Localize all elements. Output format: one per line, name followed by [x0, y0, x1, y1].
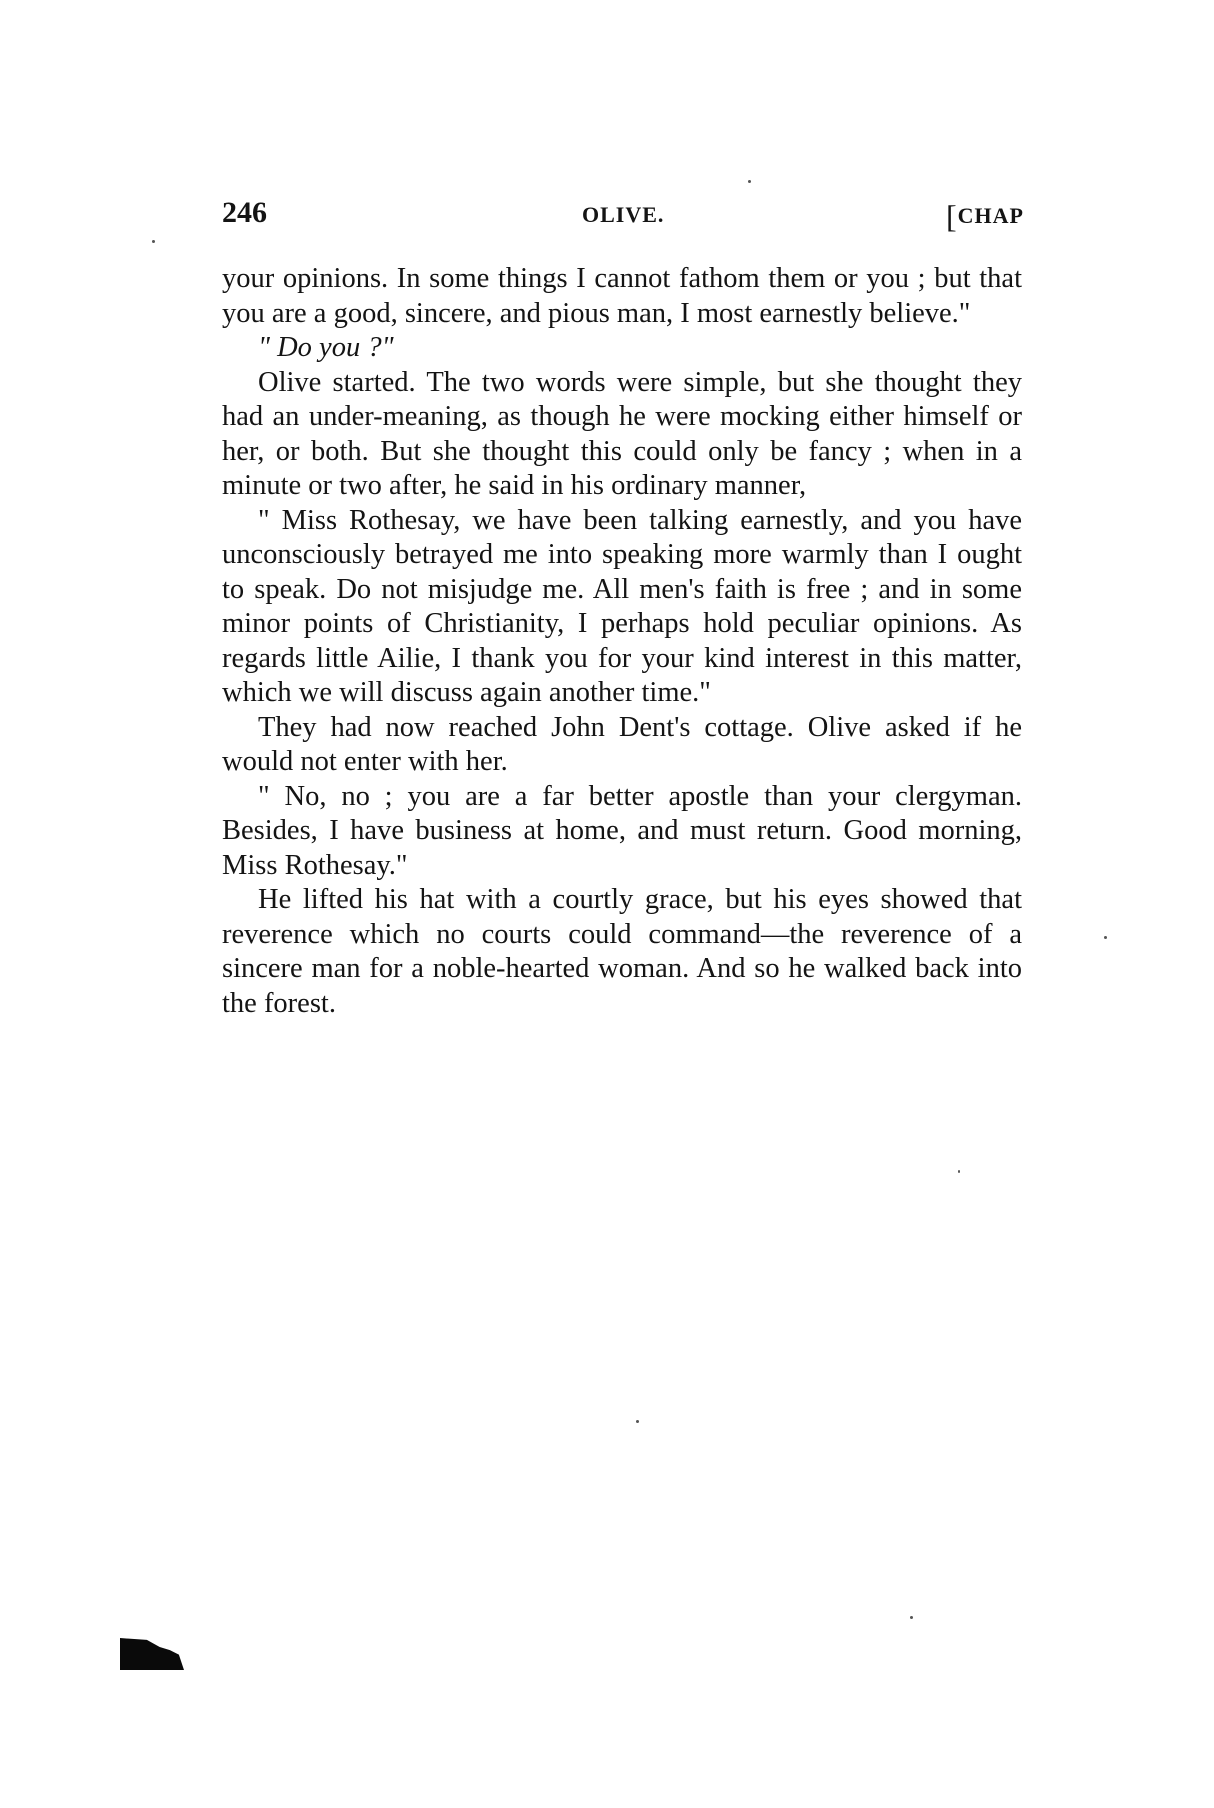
chapter-label-text: CHAP [957, 203, 1024, 228]
chapter-bracket: [ [946, 198, 958, 234]
scan-ink-blot [120, 1638, 184, 1670]
scan-speck [910, 1616, 913, 1619]
paragraph-dialogue: " Do you ?" [258, 332, 394, 363]
paragraph: He lifted his hat with a courtly grace, but his eyes showed that reverence which no courts could command—the reverence of a sincere man for a noble-hearted woman. And so he walked back into the forest. [222, 884, 1022, 1019]
page-number: 246 [222, 196, 267, 229]
body-text [222, 262, 1022, 1021]
paragraph-continued: your opinions. In some things I cannot fathom them or you ; but that you are a good, sincere, and pious man, I most earnestly believe." [222, 263, 1022, 329]
scan-speck [748, 180, 751, 183]
paragraph: They had now reached John Dent's cottage. Olive asked if he would not enter with her. [222, 711, 1022, 777]
page-header [222, 196, 1022, 236]
paragraph: " Miss Rothesay, we have been talking earnestly, and you have unconsciously betrayed me into speaking more warmly than I ought to speak. Do not misjudge me. All men's faith is free ; and in some minor points of Christianity, I perhaps hold peculiar opinions. As regards little Ailie, I thank you for your kind interest in this matter, which we will discuss again another time." [222, 504, 1022, 708]
scan-speck [1104, 936, 1107, 939]
scan-speck [152, 240, 155, 243]
chapter-label [946, 198, 1024, 235]
paragraph: Olive started. The two words were simple, but she thought they had an under-meaning, as though he were mocking either himself or her, or both. But she thought this could only be fancy ; when in a minute or two after, he said in his ordinary manner, [222, 366, 1022, 501]
paragraph: " No, no ; you are a far better apostle than your clergyman. Besides, I have business at home, and must return. Good morning, Miss Rothesay." [222, 780, 1022, 881]
scan-speck [958, 1170, 960, 1173]
scan-speck [636, 1420, 639, 1423]
running-title: OLIVE. [582, 202, 665, 227]
